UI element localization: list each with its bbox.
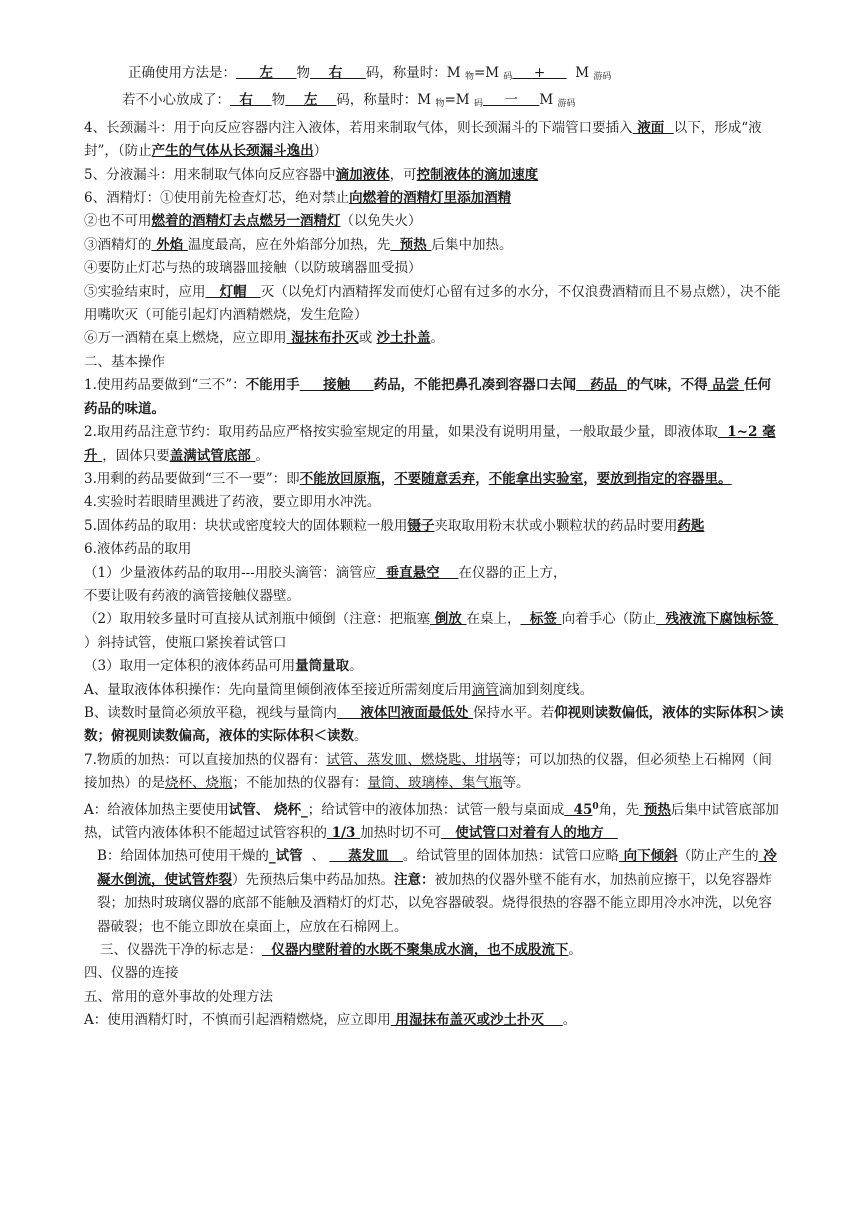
text-run: _试管 bbox=[268, 848, 308, 865]
text-run: 加热时切不可 bbox=[360, 825, 442, 841]
text-line-lamp-5 bbox=[84, 281, 784, 328]
text-line-op-3 bbox=[84, 468, 784, 491]
fill-in-answer: 左 bbox=[285, 92, 337, 109]
text-run: ， bbox=[380, 470, 395, 487]
fill-in-answer: 湿抹布扑灭 bbox=[286, 330, 359, 347]
text-run: 物 bbox=[296, 65, 310, 81]
fill-in-answer: 蒸发皿 bbox=[329, 848, 403, 865]
text-run: 码 bbox=[473, 99, 483, 110]
text-run: 6.液体药品的取用 bbox=[84, 541, 192, 558]
text-run: ④要防止灯芯与热的玻璃器皿接触（以防玻璃器皿受损） bbox=[84, 260, 422, 277]
text-line-section-4 bbox=[84, 962, 784, 985]
fill-in-answer: 一 bbox=[482, 92, 540, 109]
fill-in-answer: 不能放回原瓶 bbox=[299, 470, 381, 487]
text-run: 夹取取用粉末状或小颗粒状的药品时要用 bbox=[434, 517, 678, 534]
text-run: ③酒精灯的 bbox=[84, 236, 152, 253]
text-run: ；不能加热的仪器有： bbox=[232, 775, 368, 792]
fill-in-answer: 冷凝水倒流，使试管炸裂 bbox=[97, 848, 777, 888]
text-line-lamp-2 bbox=[84, 210, 784, 233]
fill-in-answer: 用湿抹布盖灭或沙土扑灭 bbox=[390, 1012, 563, 1029]
text-run: 2.取用药品注意节约：取用药品应严格按实验室规定的用量，如果没有说明用量，一般取最少量，即液体取 bbox=[84, 424, 718, 441]
text-run: 不能用手 bbox=[245, 377, 300, 394]
fill-in-answer: 1~2 毫升 bbox=[84, 424, 776, 464]
fill-in-answer: 预热 bbox=[390, 236, 432, 253]
fill-in-answer: 烧杯、烧瓶 bbox=[165, 775, 233, 792]
fill-in-answer: 外焰 bbox=[151, 236, 188, 253]
text-line-op-1 bbox=[84, 374, 784, 421]
text-line-heat-a bbox=[84, 796, 784, 846]
fill-in-answer: 45 bbox=[564, 801, 593, 818]
text-run: 二、基本操作 bbox=[84, 353, 165, 370]
text-run: 4.实验时若眼睛里溅进了药液，要立即用水冲洗。 bbox=[84, 494, 381, 511]
fill-in-answer: 左 bbox=[236, 65, 297, 81]
text-run: 等；可以加热的仪器，但必须垫上石棉网（间接加热）的是 bbox=[84, 751, 772, 792]
fill-in-answer: 右 bbox=[310, 65, 366, 81]
text-run: ）斜持试管，使瓶口紧挨着试管口 bbox=[84, 634, 287, 651]
text-run: 药品，不能把鼻孔凑到容器口去闻 bbox=[373, 377, 577, 394]
text-run: 3.用剩的药品要做到“三不一要”：即 bbox=[84, 470, 300, 487]
fill-in-answer: 仪器内壁附着的水既不聚集成水滴，也不成股流下 bbox=[262, 942, 569, 959]
text-run: ，可 bbox=[389, 166, 417, 183]
text-run: A、量取液体体积操作：先向量筒里倾倒液体至接近所需刻度后用 bbox=[84, 681, 472, 698]
text-run: 或 bbox=[358, 330, 377, 347]
text-run: 角，先 bbox=[598, 801, 640, 818]
fill-in-answer: 向燃着的酒精灯里添加酒精 bbox=[349, 190, 512, 207]
text-line-op-5 bbox=[84, 515, 784, 538]
text-line-section-5 bbox=[84, 986, 784, 1009]
text-run: 向着手心（防止 bbox=[561, 611, 657, 628]
text-line-op-b bbox=[84, 702, 784, 749]
fill-in-answer: 残液流下腐蚀标签 bbox=[656, 611, 779, 628]
fill-in-answer: 要放到指定的容器里。 bbox=[596, 470, 732, 487]
fill-in-answer: 沙土扑盖 bbox=[376, 330, 431, 347]
text-run: 等。 bbox=[502, 775, 530, 792]
text-run: =M bbox=[473, 65, 504, 81]
text-line-op-6 bbox=[84, 538, 784, 561]
fill-in-answer: 接触 bbox=[299, 377, 374, 394]
fill-in-answer: 灯帽 bbox=[205, 283, 261, 300]
text-line-op-6-1b bbox=[84, 585, 784, 608]
text-line-section-3 bbox=[84, 939, 784, 962]
text-run: 。 bbox=[349, 658, 363, 675]
fill-in-answer: 燃着的酒精灯去点燃另一酒精灯 bbox=[151, 213, 341, 230]
text-line-op-6-1 bbox=[84, 562, 784, 585]
text-line-lamp-1 bbox=[84, 187, 784, 210]
fill-in-answer: 液面 bbox=[632, 119, 674, 136]
text-run: 后集中试管底部加热，试管内液体体积不能超过试管容积的 bbox=[84, 801, 779, 841]
text-run: 4、长颈漏斗：用于向反应容器内注入液体，若用来制取气体，则长颈漏斗的下端管口要插入 bbox=[84, 119, 633, 136]
text-run: 后集中加热。 bbox=[431, 236, 513, 253]
text-line-op-6-2 bbox=[84, 608, 784, 655]
text-run: ⑥万一酒精在桌上燃烧，应立即用 bbox=[84, 330, 287, 347]
text-run: ， bbox=[475, 470, 489, 487]
text-run: 正确使用方法是： bbox=[128, 65, 236, 81]
text-run: B：给固体加热可使用干燥的 bbox=[97, 848, 269, 865]
text-run: 物 bbox=[435, 99, 445, 110]
text-line-lamp-4 bbox=[84, 257, 784, 280]
text-run: 、 bbox=[307, 848, 330, 865]
text-run: 在桌上， bbox=[466, 611, 521, 628]
fill-in-answer: 盖满试管底部 bbox=[169, 447, 256, 464]
text-run: 若不小心放成了： bbox=[122, 92, 230, 109]
fill-in-answer: 镊子 bbox=[407, 517, 435, 534]
text-line-balance-wrong bbox=[84, 89, 784, 116]
text-run: （2）取用较多量时可直接从试剂瓶中倾倒（注意：把瓶塞 bbox=[84, 611, 431, 628]
text-run: 。给试管里的固体加热：试管口应略 bbox=[402, 848, 619, 865]
text-run: （以免失火） bbox=[340, 213, 422, 230]
text-run: ②也不可用 bbox=[84, 213, 152, 230]
fill-in-answer: 药品 bbox=[576, 377, 627, 394]
fill-in-answer: 药匙 bbox=[677, 517, 705, 534]
text-run: 。 bbox=[430, 330, 444, 347]
text-run: 温度最高，应在外焰部分加热，先 bbox=[187, 236, 391, 253]
text-run: 。 bbox=[255, 447, 269, 464]
fill-in-answer: 试管、蒸发皿、燃烧匙、坩埚 bbox=[326, 751, 502, 768]
fill-in-answer: + bbox=[512, 65, 567, 81]
text-run: A：给液体加热主要使用 bbox=[84, 801, 229, 818]
text-run: 滴加到刻度线。 bbox=[498, 681, 594, 698]
text-run: 三、仪器洗干净的标志是： bbox=[100, 942, 262, 959]
text-run: 物 bbox=[271, 92, 286, 109]
text-run: 6、酒精灯：①使用前先检查灯芯，绝对禁止 bbox=[84, 190, 350, 207]
text-run: 四、仪器的连接 bbox=[84, 965, 179, 982]
text-run: （防止产生的 bbox=[677, 848, 759, 865]
text-run: 码，称量时：M bbox=[336, 92, 436, 109]
text-line-balance-correct bbox=[84, 62, 784, 89]
fill-in-answer: 滴管 bbox=[471, 681, 499, 698]
text-line-funnel-sep bbox=[84, 164, 784, 187]
text-run: 1.使用药品要做到“三不”： bbox=[84, 377, 246, 394]
fill-in-answer: 品尝 bbox=[707, 377, 745, 394]
text-run: 被加热的仪器外壁不能有水，加热前应擦干，以免容器炸裂；加热时玻璃仪器的底部不能触及酒精灯的灯芯，以免容器破裂。烧得很热的容器不能立即用冷水冲洗，以免容器破裂；也不能立即放在桌面上，应放在石棉网上。 bbox=[97, 871, 772, 935]
text-line-op-4 bbox=[84, 491, 784, 514]
fill-in-answer: 右 bbox=[230, 92, 272, 109]
text-line-op-6-3 bbox=[84, 655, 784, 678]
fill-in-answer: 不能拿出实验室 bbox=[488, 470, 584, 487]
fill-in-answer: 垂直悬空 bbox=[376, 564, 459, 581]
text-run: A：使用酒精灯时，不慎而引起酒精燃烧，应立即用 bbox=[84, 1012, 391, 1029]
text-run: （3）取用一定体积的液体药品可用 bbox=[84, 658, 296, 675]
text-run: 码 bbox=[503, 72, 513, 82]
text-run: 7.物质的加热：可以直接加热的仪器有： bbox=[84, 751, 327, 768]
text-run: 5.固体药品的取用：块状或密度较大的固体颗粒一般用 bbox=[84, 517, 408, 534]
text-run: 。 bbox=[568, 942, 582, 959]
text-line-lamp-3 bbox=[84, 234, 784, 257]
text-run: 物 bbox=[464, 72, 474, 82]
text-run: 任何药品的味道。 bbox=[84, 377, 772, 417]
text-line-heat-b bbox=[84, 845, 784, 939]
text-run: 仰视则读数偏低，液体的实际体积＞读数；俯视则读数偏高，液体的实际体积＜读数 bbox=[84, 704, 784, 745]
text-run: ） bbox=[313, 143, 328, 160]
text-run: 5、分液漏斗：用来制取气体向反应容器中 bbox=[84, 166, 336, 183]
fill-in-answer: 不要随意丢弃 bbox=[394, 470, 476, 487]
fill-in-answer: 滴加液体 bbox=[335, 166, 390, 183]
text-run: M bbox=[539, 92, 558, 109]
text-run: 试管、 烧杯_ bbox=[228, 801, 308, 818]
text-run: 在仪器的正上方， bbox=[458, 564, 567, 581]
text-run: ⑤实验结束时，应用 bbox=[84, 283, 206, 300]
text-run: B、读数时量筒必须放平稳，视线与量筒内 bbox=[84, 704, 337, 721]
text-run: 。 bbox=[354, 728, 368, 745]
fill-in-answer: 向下倾斜 bbox=[618, 848, 678, 865]
text-run: 游码 bbox=[593, 72, 612, 82]
text-run: 量筒量取 bbox=[295, 658, 350, 675]
text-run: （1）少量液体药品的取用---用胶头滴管：滴管应 bbox=[84, 564, 377, 581]
text-run: 注意： bbox=[394, 871, 435, 888]
document-body bbox=[84, 62, 784, 1033]
fill-in-answer: 预热 bbox=[639, 801, 671, 818]
text-line-op-a bbox=[84, 679, 784, 702]
text-line-lamp-6 bbox=[84, 327, 784, 350]
text-run: 不要让吸有药液的滴管接触仪器壁。 bbox=[84, 587, 300, 604]
text-run: 码，称量时：M bbox=[365, 65, 465, 81]
text-run: 0 bbox=[592, 801, 599, 812]
text-run: ， bbox=[583, 470, 597, 487]
fill-in-answer: 液体凹液面最低处 bbox=[336, 704, 474, 721]
text-run: 五、常用的意外事故的处理方法 bbox=[84, 988, 273, 1005]
text-run: 的气味，不得 bbox=[626, 377, 708, 394]
fill-in-answer: 标签 bbox=[520, 611, 562, 628]
text-line-funnel-long bbox=[84, 117, 784, 164]
text-run: ；给试管中的液体加热：试管一般与桌面成 bbox=[307, 801, 565, 818]
text-run: =M bbox=[444, 92, 474, 109]
text-line-section-2 bbox=[84, 351, 784, 374]
text-line-accident-a bbox=[84, 1009, 784, 1032]
fill-in-answer: 控制液体的滴加速度 bbox=[416, 166, 539, 183]
fill-in-answer: 使试管口对着有人的地方 bbox=[441, 825, 618, 841]
text-run: 灭（以免灯内酒精挥发而使灯心留有过多的水分，不仅浪费酒精而且不易点燃），决不能用嘴吹灭（可能引起灯内酒精燃烧，发生危险） bbox=[84, 283, 781, 324]
text-run: 游码 bbox=[557, 99, 576, 110]
text-line-op-7 bbox=[84, 749, 784, 796]
text-run: ）先预热后集中药品加热。 bbox=[232, 871, 394, 888]
fill-in-answer: 产生的气体从长颈漏斗逸出 bbox=[151, 143, 314, 160]
text-run: 保持水平。若 bbox=[473, 704, 555, 721]
fill-in-answer: 量筒、玻璃棒、集气瓶 bbox=[367, 775, 503, 792]
fill-in-answer: 1/3 bbox=[327, 825, 361, 841]
text-run: M bbox=[566, 65, 594, 81]
text-run: 。 bbox=[562, 1012, 577, 1029]
text-line-op-2 bbox=[84, 421, 784, 468]
fill-in-answer: 倒放 bbox=[430, 611, 467, 628]
text-run: 以下，形成“液封”，（防止 bbox=[84, 119, 762, 160]
text-run: ，固体只要 bbox=[102, 447, 170, 464]
